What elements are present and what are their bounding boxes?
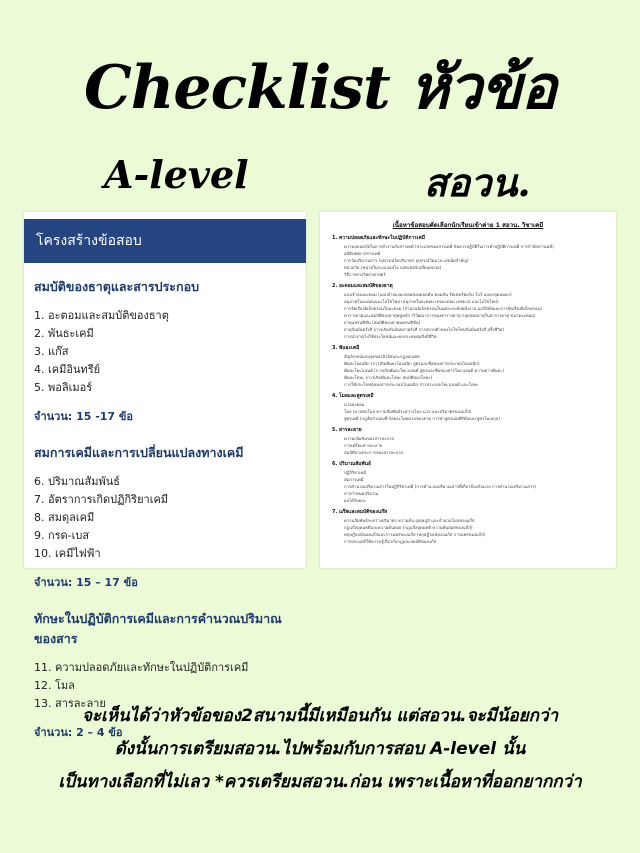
content-line: หน่วยวัด (หน่วยในระบบเอสไอ แฟกเตอร์เปลี่ยนหน่วย) (344, 265, 442, 270)
content-line: ผลได้ร้อยละ (344, 498, 366, 503)
content-line: วิธีการทางวิทยาศาสตร์ (344, 272, 386, 277)
content-section-title: 2. อะตอมและสมบัติของธาตุ (332, 283, 393, 289)
content-section-title: 1. ความปลอดภัยและทักษะในปฏิบัติการเคมี (332, 235, 425, 241)
content-line: สูตรเคมี (กฎสัดส่วนคงที่ ร้อยละโดยมวลของธาตุ การหาสูตรเอมพิริคัลและสูตรโมเลกุล) (344, 416, 500, 421)
posn-heading: สอวน. (424, 160, 531, 205)
section-title: ทักษะในปฏิบัติการเคมีและการคำนวณปริมาณของสาร (34, 611, 282, 646)
list-item: 10. เคมีไฟฟ้า (34, 547, 101, 560)
content-line: สารกำหนดปริมาณ (344, 491, 379, 496)
section-title: สมการเคมีและการเปลี่ยนแปลงทางเคมี (34, 445, 244, 460)
content-line: การนำธาตุไปใช้ประโยชน์และผลกระทบต่อสิ่งมีชีวิต (344, 334, 437, 339)
content-line: อนุภาคในอะตอมและไอโซโทป (อนุภาคในอะตอม เลขอะตอม เลขมวล และไอโซโทป) (344, 299, 499, 304)
content-line: ทฤษฎีจลน์ของแก๊สและการแพร่ของแก๊ส (ทฤษฎีจลน์ของแก๊ส การแพร่ของแก๊ส) (344, 532, 486, 537)
content-line: การเตรียมสารละลาย (344, 443, 383, 448)
list-item: 6. ปริมาณสัมพันธ์ (34, 475, 120, 488)
section-1 (24, 277, 306, 425)
list-item: 5. พอลิเมอร์ (34, 381, 93, 394)
content-section-title: 3. พันธะเคมี (332, 345, 360, 351)
content-line: ปฏิกิริยาเคมี (344, 470, 367, 475)
alevel-heading: A-level (104, 152, 249, 197)
content-line: การวัดปริมาณสาร (อุปกรณ์วัดปริมาตร อุปกรณ์วัดมวล เลขนัยสำคัญ) (344, 258, 469, 263)
content-section-title: 5. สารละลาย (332, 427, 362, 433)
content-title: เนื้อหาข้อสอบคัดเลือกนักเรียนเข้าค่าย 1 สอวน. วิชาเคมี (392, 222, 544, 229)
section-title: สมบัติของธาตุและสารประกอบ (34, 279, 200, 294)
content-line: สัญลักษณ์แบบจุดของลิวอิสและกฎออกเตต (344, 354, 420, 359)
content-line: แบบจำลองอะตอม (แบบจำลองอะตอมของดอลตัน ทอมสัน รัทเทอร์ฟอร์ด โบร์ แบบกลุ่มหมอก) (344, 292, 512, 297)
content-line: การประยุกต์ใช้ความรู้เกี่ยวกับกฎและสมบัติของแก๊ส (344, 539, 437, 544)
alevel-structure-panel (24, 212, 306, 739)
content-line: มวลอะตอม (344, 402, 365, 407)
content-line: ความปลอดภัยในการทำงานกับสารเคมี (ประเภทของสารเคมี ข้อควรปฏิบัติในการทำปฏิบัติการเคมี การกำจัดสารเคมี) (344, 244, 554, 249)
list-item: 2. พันธะเคมี (34, 327, 94, 340)
list-item: 8. สมดุลเคมี (34, 511, 95, 524)
content-line: โมล (มวลต่อโมล ความสัมพันธ์ระหว่างโมล มวล และปริมาตรของแก๊ส) (344, 409, 472, 414)
content-line: ธาตุกัมมันตรังสี (การเกิดกัมมันตภาพรังสี การสลายตัวของไอโซโทปกัมมันตรังสี ครึ่งชีวิต) (344, 327, 504, 332)
content-line: พันธะไอออนิก (การเกิดพันธะไอออนิก สูตรและชื่อของสารประกอบไอออนิก) (344, 361, 480, 366)
content-section-title: 4. โมลและสูตรเคมี (332, 393, 374, 399)
structure-header: โครงสร้างข้อสอบ (24, 212, 306, 263)
content-sections (320, 234, 616, 545)
list-item: 11. ความปลอดภัยและทักษะในปฏิบัติการเคมี (34, 661, 249, 674)
list-item: 4. เคมีอินทรีย์ (34, 363, 101, 376)
content-line: ความเข้มข้นของสารละลาย (344, 436, 394, 441)
list-item: 3. แก๊ส (34, 345, 69, 358)
content-section-title: 7. แก๊สและสมบัติของแก๊ส (332, 509, 388, 515)
section-2 (24, 443, 306, 591)
content-line: ความสัมพันธ์ระหว่างปริมาตร ความดัน อุณหภูมิ และจำนวนโมลของแก๊ส (344, 518, 475, 523)
content-line: พันธะโคเวเลนต์ (การเกิดพันธะโคเวเลนต์ สูตรและชื่อของสารโคเวเลนต์ ความยาวพันธะ) (344, 368, 504, 373)
list-item: 9. กรด-เบส (34, 529, 90, 542)
content-line: อุปัติเหตุจากสารเคมี (344, 251, 381, 256)
caption-line-1: จะเห็นได้ว่าหัวข้อของ2สนามนี้มีเหมือนกัน แต่สอวน.จะมีน้อยกว่า (81, 706, 559, 726)
content-section-title: 6. ปริมาณสัมพันธ์ (332, 461, 371, 467)
content-line: กฎแก๊สอุดมคติและความดันย่อย (กฎแก๊สอุดมคติ ความดันย่อยของแก๊ส) (344, 525, 473, 530)
content-line: การจัดเรียงอิเล็กตรอนในอะตอม (จำนวนอิเล็กตรอนในแต่ละระดับพลังงาน ออร์บิทัลและการจัดเรียงอิเล็กตรอน) (344, 306, 543, 311)
page-title: Checklist หัวข้อ (84, 53, 556, 123)
list-item: 7. อัตราการเกิดปฏิกิริยาเคมี (34, 493, 169, 506)
caption-line-3: เป็นทางเลือกที่ไม่เลว *ควรเตรียมสอวน.ก่อน เพราะเนื้อหาที่ออกยากกว่า (58, 772, 582, 792)
list-item: 1. อะตอมและสมบัติของธาตุ (34, 309, 169, 322)
content-line: การใช้ประโยชน์ของสารประกอบไอออนิก สารประกอบโคเวเลนต์ และโลหะ (344, 382, 479, 387)
posn-content-panel (320, 212, 616, 568)
content-line: ธาตุแทรนซิชัน (สมบัติของธาตุแทรนซิชัน) (344, 320, 421, 325)
content-line: สมบัติบางประการของสารละลาย (344, 450, 403, 455)
question-count: จำนวน: 15 – 17 ข้อ (34, 576, 138, 589)
list-item: 12. โมล (34, 679, 75, 692)
content-line: ตารางธาตุและสมบัติของธาตุหมู่หลัก (วิวัฒนาการของตารางธาตุ กลุ่มของธาตุในตารางธาตุ ขนาดอะตอม) (344, 313, 536, 318)
question-count: จำนวน: 15 -17 ข้อ (34, 410, 134, 423)
content-line: การคำนวณปริมาณสารในปฏิกิริยาเคมี (การคำนวณปริมาณสารที่เกี่ยวข้องกับมวล การคำนวณปริมาณสาร) (344, 484, 537, 489)
question-count: จำนวน: 2 – 4 ข้อ (34, 726, 123, 739)
caption-line-2: ดังนั้นการเตรียมสอวน.ไปพร้อมกับการสอบ A-level นั้น (114, 739, 526, 759)
list-item: 13. สารละลาย (34, 697, 106, 710)
content-line: พันธะโลหะ (การเกิดพันธะโลหะ สมบัติของโลหะ) (344, 375, 433, 380)
content-line: สมการเคมี (344, 477, 364, 482)
